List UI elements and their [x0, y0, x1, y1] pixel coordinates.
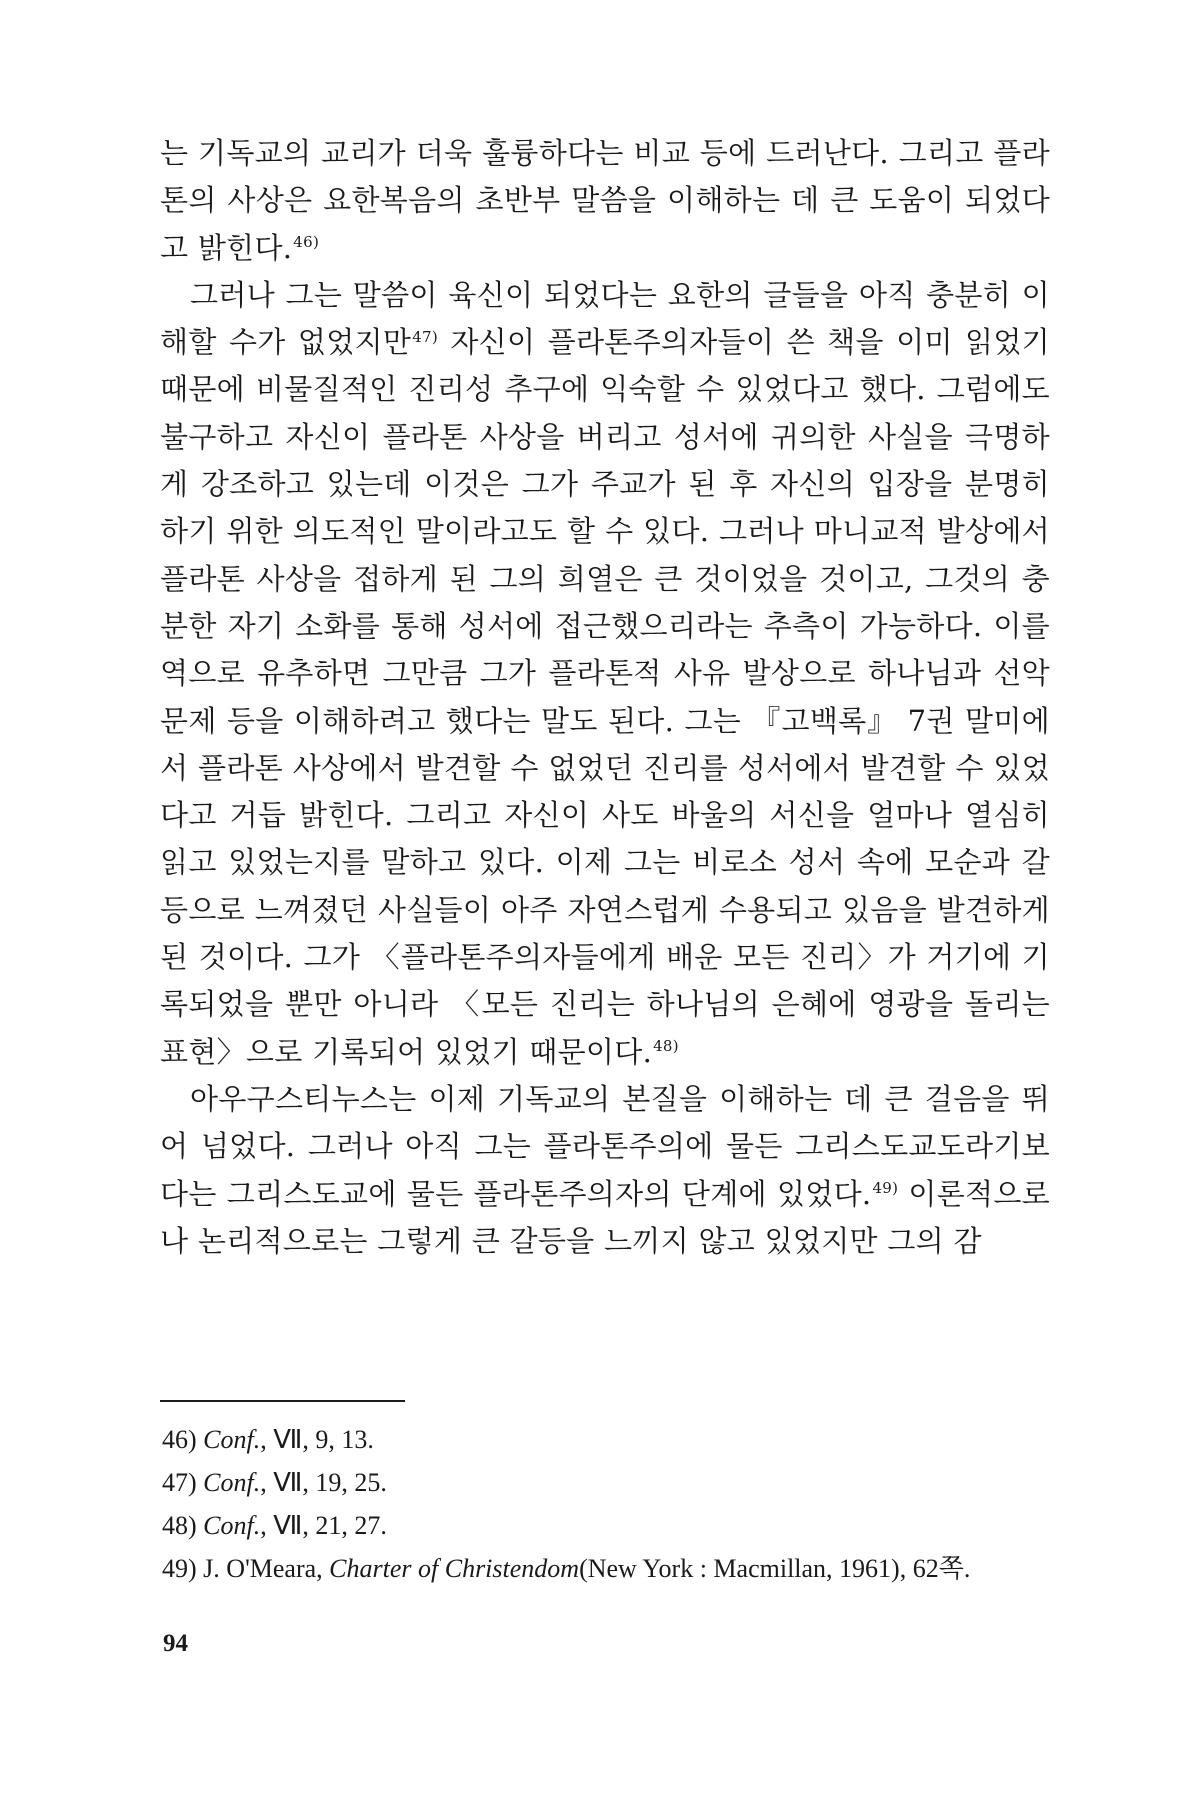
paragraph-1-text: 는 기독교의 교리가 더욱 훌륭하다는 비교 등에 드러난다. 그리고 플라톤의 사상은 요한복음의 초반부 말씀을 이해하는 데 큰 도움이 되었다고 밝힌다. — [160, 136, 1050, 265]
footnote-ref-49: 49) — [872, 1178, 899, 1197]
footnote-number: 47) — [162, 1468, 197, 1497]
footnote-source: Conf. — [203, 1425, 261, 1454]
footnote-number: 49) — [162, 1554, 197, 1583]
footnote-divider — [160, 1400, 405, 1402]
footnote-location: , Ⅶ, 9, 13. — [260, 1425, 374, 1454]
footnotes — [162, 1418, 1062, 1590]
paragraph-3-text-b: 이론적으로나 논리적으로는 그렇게 큰 갈등을 느끼지 않고 있었지만 그의 감 — [160, 1176, 1050, 1258]
footnote-46 — [162, 1418, 1062, 1461]
paragraph-2-text-b: 자신이 플라톤주의자들이 쓴 책을 이미 읽었기 때문에 비물질적인 진리성 추구에 익숙할 수 있었다고 했다. 그럼에도 불구하고 자신이 플라톤 사상을 버리고 성서에 귀의한 사실을 극명하게 강조하고 있는데 이것은 그가 주교가 된 후 자신의 입장을 분명히 하기 위한 의도적인 말이라고도 할 수 있다. 그러나 마니교적 발상에서 플라톤 사상을 접하게 된 그의 희열은 큰 것이었을 것이고, 그것의 충분한 자기 소화를 통해 성서에 접근했으리라는 추측이 가능하다. 이를 역으로 유추하면 그만큼 그가 플라톤적 사유 발상으로 하나님과 선악 문제 등을 이해하려고 했다는 말도 된다. 그는 『고백록』 7권 말미에서 플라톤 사상에서 발견할 수 없었던 진리를 성서에서 발견할 수 있었다고 거듭 밝힌다. 그리고 자신이 사도 바울의 서신을 얼마나 열심히 읽고 있었는지를 말하고 있다. 이제 그는 비로소 성서 속에 모순과 갈등으로 느껴졌던 사실들이 아주 자연스럽게 수용되고 있음을 발견하게 된 것이다. 그가 〈플라톤주의자들에게 배운 모든 진리〉가 거기에 기록되었을 뿐만 아니라 〈모든 진리는 하나님의 은혜에 영광을 돌리는 표현〉으로 기록되어 있었기 때문이다. — [160, 325, 1050, 1069]
paragraph-2-text-a: 그러나 그는 말씀이 육신이 되었다는 요한의 글들을 아직 충분히 이해할 수가 없었지만 — [160, 277, 1050, 360]
footnote-location: , Ⅶ, 19, 25. — [260, 1468, 387, 1497]
footnote-ref-48: 48) — [653, 1036, 679, 1055]
footnote-author: J. O'Meara, — [203, 1554, 330, 1583]
footnote-47 — [162, 1461, 1062, 1504]
footnote-source: Conf. — [203, 1511, 261, 1540]
footnote-49 — [162, 1547, 1062, 1590]
footnote-location: , Ⅶ, 21, 27. — [260, 1511, 387, 1540]
footnote-number: 46) — [162, 1425, 197, 1454]
paragraph-3 — [160, 1076, 1050, 1265]
footnote-source: Charter of Christendom — [329, 1554, 580, 1583]
footnote-number: 48) — [162, 1511, 197, 1540]
footnote-48 — [162, 1504, 1062, 1547]
paragraph-1 — [160, 130, 1050, 272]
main-text — [160, 130, 1050, 1265]
footnote-ref-47: 47) — [412, 327, 439, 346]
footnote-source: Conf. — [203, 1468, 261, 1497]
footnote-ref-46: 46) — [293, 232, 320, 251]
paragraph-3-text-a: 아우구스티누스는 이제 기독교의 본질을 이해하는 데 큰 걸음을 뛰어 넘었다. 그러나 아직 그는 플라톤주의에 물든 그리스도교도라기보다는 그리스도교에 물든 플라톤주의자의 단계에 있었다. — [160, 1081, 1050, 1211]
page-number: 94 — [163, 1630, 188, 1657]
paragraph-2 — [160, 272, 1050, 1076]
footnote-publication: (New York : Macmillan, 1961), 62쪽. — [579, 1554, 971, 1583]
